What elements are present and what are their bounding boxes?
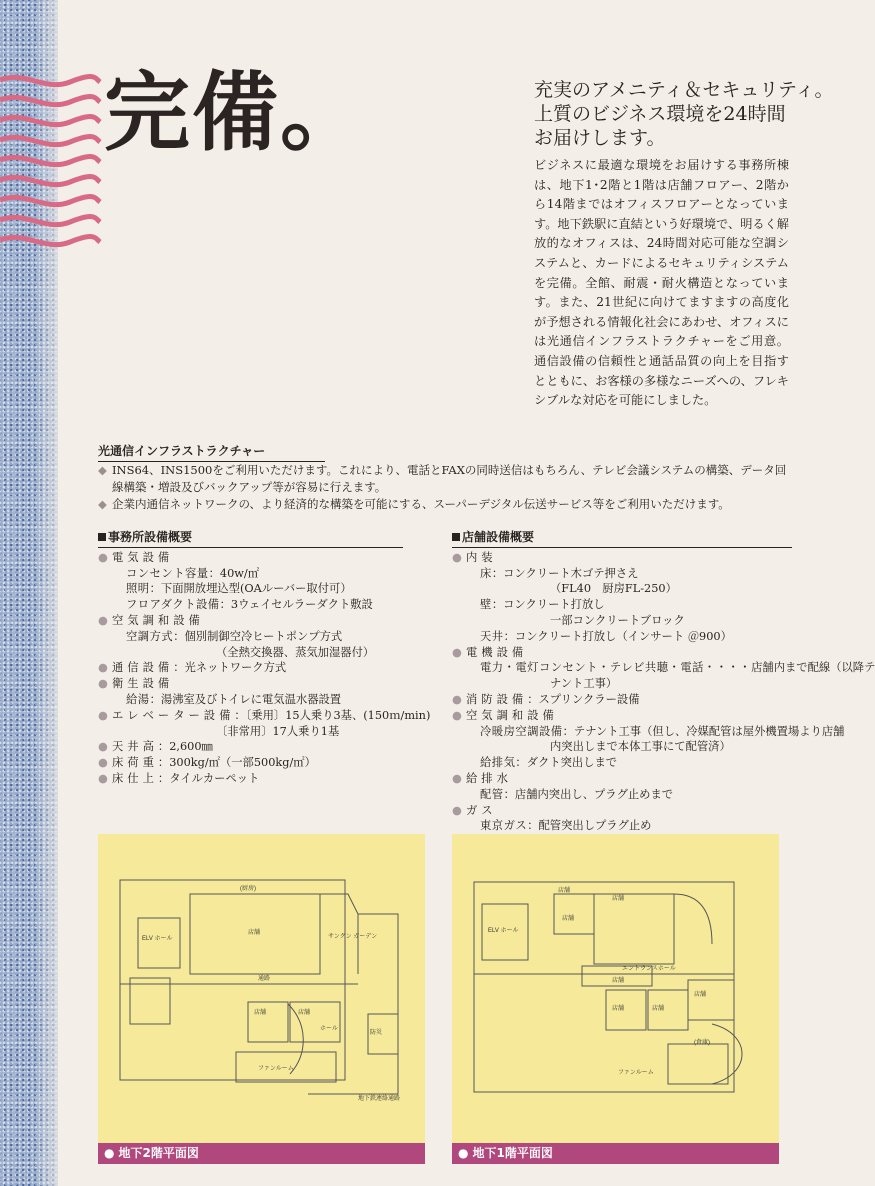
spec-row	[98, 755, 403, 771]
spec-value: ：下面開放埋込型(OAルーバー取付可）	[149, 582, 352, 596]
spec-label: 給排気	[480, 756, 516, 770]
headline-line: お届けします。	[534, 127, 666, 149]
spec-label	[112, 645, 216, 661]
circle-bullet-icon: ●	[98, 677, 108, 691]
spec-label: 天井	[480, 629, 504, 643]
spec-row	[452, 803, 792, 819]
plan-room-label: 店舗	[694, 992, 707, 998]
spec-row	[452, 660, 875, 676]
indent-space	[452, 581, 466, 597]
spec-value: （FL40 厨房FL-250）	[550, 582, 677, 596]
plan-room-label: 地下鉄連絡通路	[358, 1096, 401, 1102]
spec-value: ：店舗内突出し、プラグ止めまで	[503, 787, 674, 801]
spec-row	[98, 739, 403, 755]
indent-space	[98, 581, 112, 597]
circle-bullet-icon: ●	[452, 803, 462, 817]
spec-label: 消防設備	[466, 692, 528, 706]
plan-room-label: 店舗	[652, 1006, 665, 1012]
circle-bullet-icon: ●	[452, 708, 462, 722]
spec-row	[452, 787, 792, 803]
spec-label: 空調方式	[126, 629, 174, 643]
caption-dot-icon: ●	[104, 1146, 115, 1160]
spec-label: 内装	[466, 550, 497, 564]
spec-row	[452, 597, 792, 613]
plan-room-label: 店舗	[612, 1006, 625, 1012]
wave-ribbon-decoration	[0, 70, 100, 260]
spec-value: ：コンクリート木ゴテ押さえ	[491, 566, 639, 580]
plan-room-label: ファンルーム	[258, 1066, 294, 1072]
circle-bullet-icon: ●	[452, 771, 462, 785]
infra-item: ◆ 企業内通信ネットワークの、より経済的な構築を可能にする、スーパーデジタル伝送サービス等をご利用いただけます。	[98, 497, 730, 511]
spec-value: ：個別制御空冷ヒートポンプ方式	[173, 629, 343, 643]
spec-value: ：光ネットワーク方式	[173, 661, 287, 675]
spec-label: 冷暖房空調設備	[480, 724, 563, 738]
plan-room-label: ELV ホール	[488, 928, 519, 934]
spec-row	[98, 645, 403, 661]
infra-title: 光通信インフラストラクチャー	[98, 443, 325, 462]
shop-spec-column	[452, 530, 875, 834]
spec-row	[452, 645, 792, 661]
spec-value: ：2,600㎜	[157, 740, 213, 754]
spec-row	[452, 581, 792, 597]
diamond-bullet-icon: ◆	[98, 463, 107, 477]
spec-label: 電気設備	[112, 550, 174, 564]
indent-space	[98, 597, 112, 613]
headline-line: 充実のアメニティ＆セキュリティ。	[534, 79, 834, 101]
spec-label: 空気調和設備	[466, 708, 558, 722]
indent-space	[452, 566, 466, 582]
spec-value: 〔非常用〕17人乗り1基	[216, 724, 340, 738]
plan-room-label: (厨房)	[240, 886, 256, 892]
plan-room-label: 店舗	[612, 978, 625, 984]
plan-room-label: ホール	[320, 1026, 338, 1032]
plan-room-label: 店舗	[248, 930, 261, 936]
office-spec-list	[98, 550, 431, 787]
circle-bullet-icon: ●	[98, 708, 108, 722]
circle-bullet-icon: ●	[98, 740, 108, 754]
indent-space	[98, 566, 112, 582]
spec-label	[112, 724, 216, 740]
spec-row	[452, 613, 792, 629]
indent-space	[452, 755, 466, 771]
plan-room-label: サンクン ガーデン	[328, 934, 378, 940]
spec-label: 衛生設備	[112, 677, 174, 691]
circle-bullet-icon: ●	[98, 550, 108, 564]
spec-label: 電機設備	[466, 645, 528, 659]
square-bullet-icon	[452, 533, 460, 541]
page-title: 完備。	[104, 62, 368, 163]
indent-space	[452, 613, 466, 629]
headline-line: 上質のビジネス環境を24時間	[534, 103, 786, 125]
spec-row	[452, 708, 792, 724]
shop-spec-title: 店舗設備概要	[452, 530, 792, 548]
spec-row	[98, 724, 403, 740]
spec-label	[466, 581, 550, 597]
spec-label: 照明	[126, 582, 150, 596]
spec-label: 通信設備	[112, 661, 174, 675]
spec-value: ：スプリンクラー設備	[527, 692, 640, 706]
diamond-bullet-icon: ◆	[98, 497, 107, 511]
spec-row	[98, 676, 403, 692]
indent-space	[452, 660, 466, 676]
spec-label: 給湯	[126, 692, 150, 706]
plan-room-label: 防災	[370, 1030, 383, 1036]
spec-value: 内突出しまで本体工事にて配管済）	[550, 740, 731, 754]
indent-space	[452, 818, 466, 834]
spec-value: ：3ウェイセルラーダクト敷設	[219, 598, 373, 612]
indent-space	[98, 645, 112, 661]
plan-room-label: 店舗	[612, 896, 625, 902]
spec-value: 店舗内まで配線（以降テ	[751, 661, 875, 675]
square-bullet-icon	[98, 533, 106, 541]
spec-row	[452, 818, 792, 834]
spec-label: フロアダクト設備	[126, 598, 220, 612]
spec-label: 給排水	[466, 771, 512, 785]
spec-value: 一部コンクリートブロック	[550, 613, 685, 627]
circle-bullet-icon: ●	[452, 692, 462, 706]
spec-value: ：300kg/㎡（一部500kg/㎡）	[157, 756, 316, 770]
spec-label: 配管	[480, 787, 504, 801]
plan-room-label: 店舗	[558, 888, 571, 894]
spec-label: 電力・電灯コンセント・テレビ共聴・電話・・・・	[480, 661, 752, 675]
spec-row	[98, 550, 403, 566]
spec-label	[466, 739, 550, 755]
shop-spec-list	[452, 550, 875, 834]
spec-value: ：コンクリート打放し	[491, 598, 605, 612]
circle-bullet-icon: ●	[98, 771, 108, 785]
spec-label: 床	[480, 566, 492, 580]
spec-row	[98, 708, 431, 724]
spec-row	[98, 629, 403, 645]
plan-room-label: エントランスホール	[622, 966, 676, 972]
plan-room-label: (倉庫)	[694, 1040, 710, 1046]
spec-label	[466, 613, 550, 629]
plan-room-label: 通路	[258, 976, 271, 982]
spec-row	[452, 771, 792, 787]
circle-bullet-icon: ●	[98, 756, 108, 770]
intro-paragraph: ビジネスに最適な環境をお届けする事務所棟は、地下1･2階と1階は店舗フロアー、2階から14階まではオフィスフロアーとなっています。地下鉄駅に直結という好環境で、明るく解放的なオフィスは、24時間対応可能な空調システムと、カードによるセキュリティシステムを完備。全館、耐震・耐火構造となっています。また、21世紀に向けてますますの高度化が予想される情報化社会にあわせ、オフィスには光通信インフラストラクチャーをご用意。通信設備の信頼性と通話品質の向上を目指すとともに、お客様の多様なニーズへの、フレキシブルな対応を可能にしました。	[534, 158, 789, 408]
spec-row	[98, 692, 403, 708]
indent-space	[98, 629, 112, 645]
plan-room-label: 店舗	[254, 1010, 267, 1016]
floor-plan-caption: ● 地下2階平面図	[98, 1143, 425, 1164]
infra-item: ◆ INS64、INS1500をご利用いただけます。これにより、電話とFAXの同時送信はもちろん、テレビ会議システムの構築、データ回線構築・増設及びバックアップ等が容易に行えます。	[98, 463, 787, 494]
spec-label: 床仕上	[112, 771, 158, 785]
indent-space	[452, 787, 466, 803]
circle-bullet-icon: ●	[98, 661, 108, 675]
spec-label: コンセント容量	[126, 566, 209, 580]
spec-label: 空気調和設備	[112, 613, 204, 627]
indent-space	[452, 676, 466, 692]
spec-label: ガス	[466, 803, 497, 817]
spec-value: ：40w/㎡	[208, 566, 260, 580]
spec-row	[452, 566, 792, 582]
floor-plan-b2	[98, 834, 425, 1164]
spec-row	[452, 692, 792, 708]
indent-space	[452, 597, 466, 613]
office-spec-title: 事務所設備概要	[98, 530, 403, 548]
floor-plan-b2-drawing	[108, 874, 413, 1114]
indent-space	[98, 724, 112, 740]
caption-dot-icon: ●	[458, 1146, 469, 1160]
plan-room-label: ELV ホール	[142, 936, 173, 942]
plan-room-label: ファンルーム	[618, 1070, 654, 1076]
spec-row	[452, 724, 845, 740]
indent-space	[452, 739, 466, 755]
spec-row	[98, 566, 403, 582]
plan-room-label: 店舗	[298, 1010, 311, 1016]
spec-row	[98, 660, 403, 676]
spec-value: ：テナント工事（但し、冷媒配管は屋外機置場より店舗	[562, 724, 845, 738]
spec-value: ：ダクト突出しまで	[515, 756, 618, 770]
indent-space	[452, 629, 466, 645]
spec-row	[98, 597, 403, 613]
spec-row	[452, 550, 792, 566]
spec-value: ：〔乗用〕15人乗り3基、(150ｍ/min)	[234, 708, 431, 722]
spec-label: 床荷重	[112, 756, 158, 770]
spec-value: ：コンクリート打放し（インサート ＠900）	[503, 629, 732, 643]
spec-value: ：タイルカーペット	[157, 771, 260, 785]
spec-label: 東京ガス	[480, 819, 528, 833]
spec-value: ナント工事）	[550, 677, 618, 691]
spec-label: エレベーター設備	[112, 708, 235, 722]
floor-plan-b1-drawing	[462, 874, 767, 1114]
spec-value: （全熱交換器、蒸気加湿器付）	[216, 645, 375, 659]
spec-row	[98, 581, 403, 597]
spec-row	[452, 676, 792, 692]
spec-value: ：配管突出しプラグ止め	[527, 819, 652, 833]
circle-bullet-icon: ●	[98, 613, 108, 627]
spec-row	[98, 771, 403, 787]
spec-label: 壁	[480, 598, 492, 612]
office-spec-column	[98, 530, 431, 787]
spec-label	[466, 676, 550, 692]
spec-row	[452, 739, 792, 755]
plan-room-label: 店舗	[562, 916, 575, 922]
spec-row	[452, 755, 792, 771]
indent-space	[98, 692, 112, 708]
spec-row	[98, 613, 403, 629]
circle-bullet-icon: ●	[452, 550, 462, 564]
spec-row	[452, 629, 792, 645]
floor-plan-caption: ● 地下1階平面図	[452, 1143, 779, 1164]
circle-bullet-icon: ●	[452, 645, 462, 659]
indent-space	[452, 724, 466, 740]
floor-plan-b1	[452, 834, 779, 1164]
headline	[534, 78, 834, 150]
spec-value: ：湯沸室及びトイレに電気温水器設置	[149, 692, 342, 706]
spec-label: 天井高	[112, 740, 158, 754]
infra-section	[98, 443, 788, 513]
